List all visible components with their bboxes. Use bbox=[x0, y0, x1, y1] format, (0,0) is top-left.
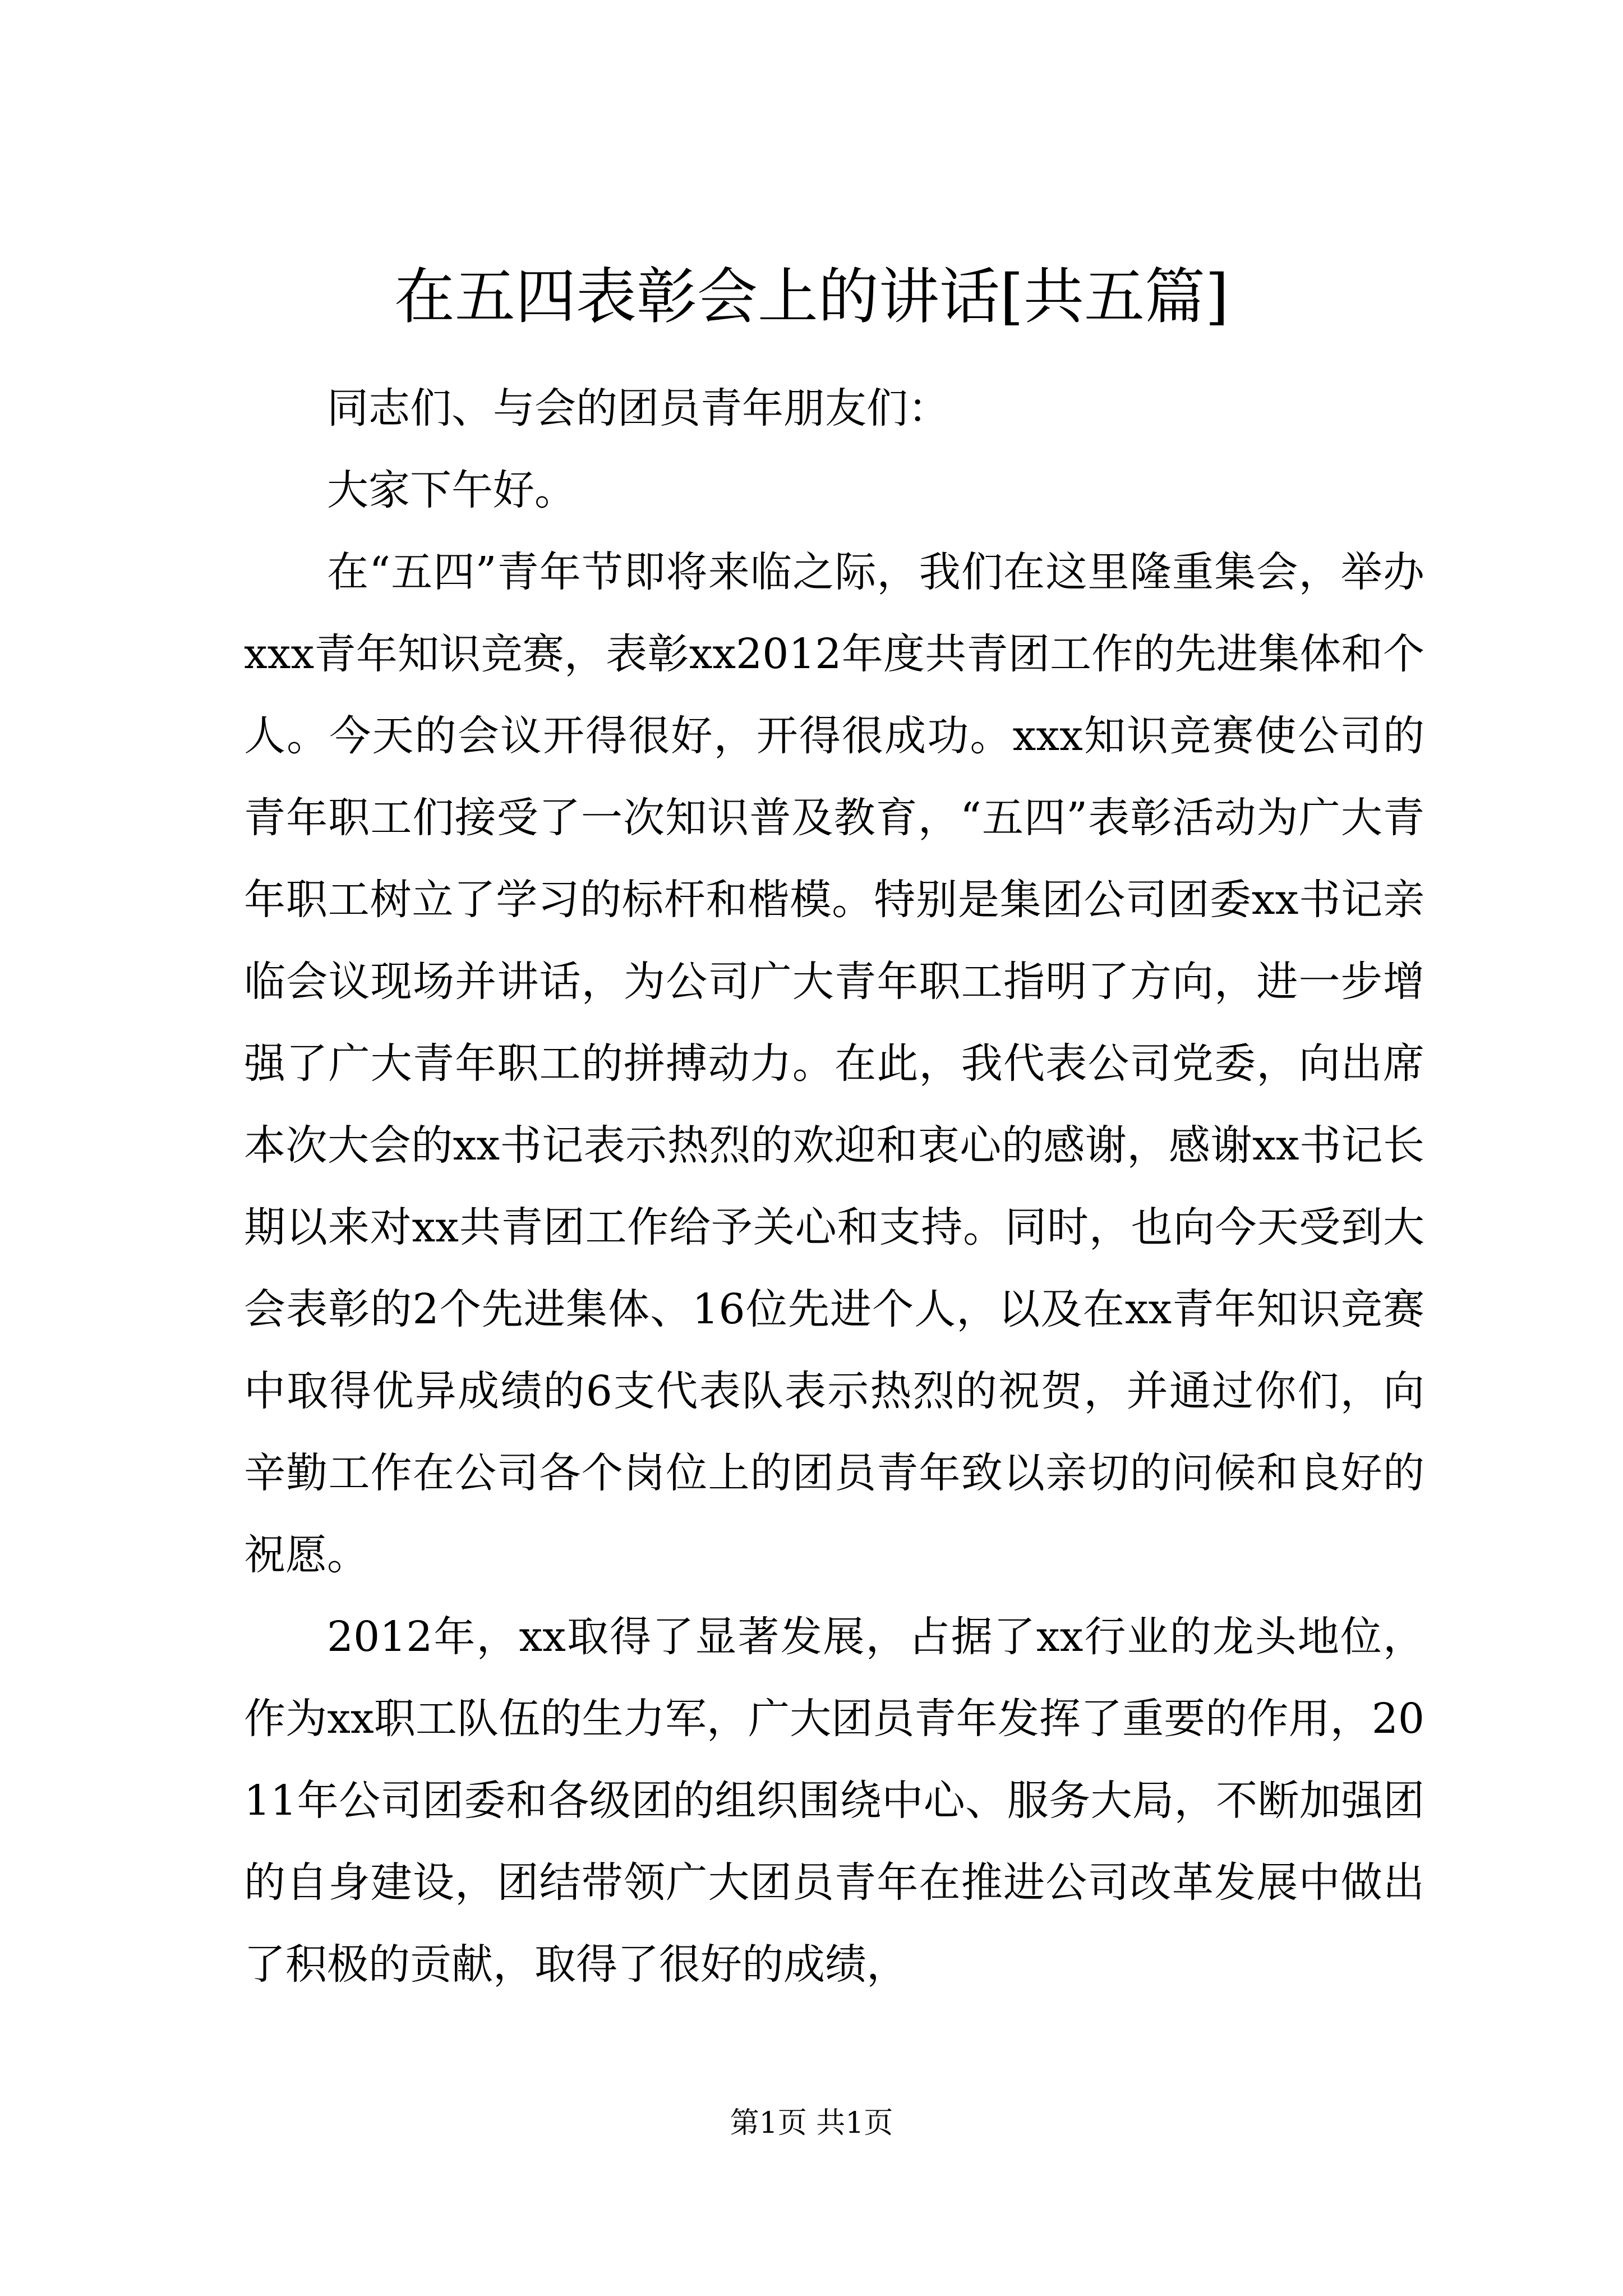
paragraph-greeting: 大家下午好。 bbox=[327, 466, 576, 514]
paragraph-body-2: 2012年，xx取得了显著发展，占据了xx行业的龙头地位，作为xx职工队伍的生力军，广大团员青年发挥了重要的作用，2011年公司团委和各级团的组织围绕中心、服务大局，不断加强团的自身建设，团结带领广大团员青年在推进公司改革发展中做出了积极的贡献，取得了很好的成绩， bbox=[244, 1613, 1424, 1989]
page-footer: 第1页 共1页 bbox=[730, 2106, 893, 2140]
document-title: 在五四表彰会上的讲话[共五篇] bbox=[394, 262, 1229, 332]
paragraph-body-1: 在“五四”青年节即将来临之际，我们在这里隆重集会，举办xxx青年知识竞赛，表彰xx2012年度共青团工作的先进集体和个人。今天的会议开得很好，开得很成功。xxx知识竞赛使公司的青年职工们接受了一次知识普及教育，“五四”表彰活动为广大青年职工树立了学习的标杆和楷模。特别是集团公司团委xx书记亲临会议现场并讲话，为公司广大青年职工指明了方向，进一步增强了广大青年职工的拼搏动力。在此，我代表公司党委，向出席本次大会的xx书记表示热烈的欢迎和衷心的感谢，感谢xx书记长期以来对xx共青团工作给予关心和支持。同时，也向今天受到大会表彰的2个先进集体、16位先进个人，以及在xx青年知识竞赛中取得优异成绩的6支代表队表示热烈的祝贺，并通过你们，向辛勤工作在公司各个岗位上的团员青年致以亲切的问候和良好的祝愿。 bbox=[244, 548, 1424, 1579]
document-body bbox=[244, 367, 1424, 2005]
paragraph-salutation: 同志们、与会的团员青年朋友们： bbox=[327, 384, 949, 432]
